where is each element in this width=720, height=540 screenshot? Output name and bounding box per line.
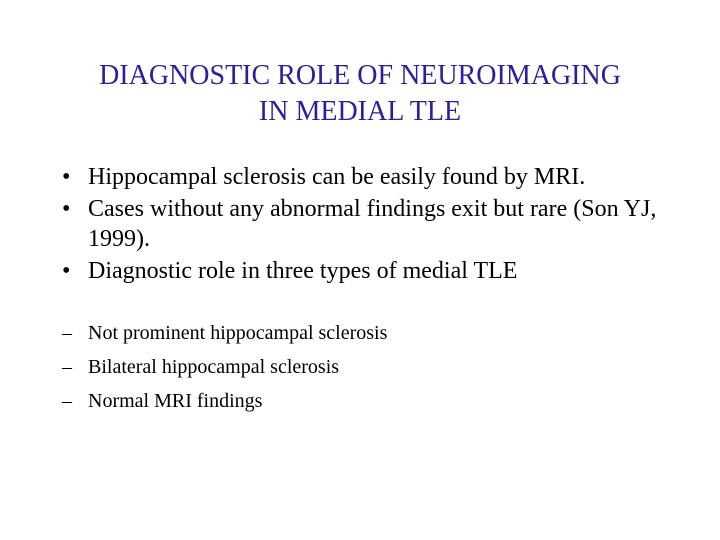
list-item <box>62 162 702 192</box>
list-item <box>62 256 702 286</box>
bullet-text: Diagnostic role in three types of medial TLE <box>88 258 518 284</box>
bullet-mark: • <box>62 164 71 190</box>
bullet-mark: • <box>62 258 71 284</box>
sub-bullet-text: Not prominent hippocampal sclerosis <box>88 322 388 344</box>
list-item <box>62 350 702 384</box>
title-line-2: IN MEDIAL TLE <box>258 96 462 127</box>
list-item <box>62 316 702 350</box>
dash-mark: – <box>62 390 72 412</box>
title-line-1: DIAGNOSTIC ROLE OF NEUROIMAGING <box>99 60 621 91</box>
bullet-mark: • <box>62 196 71 222</box>
list-item <box>62 194 702 254</box>
sub-bullet-text: Bilateral hippocampal sclerosis <box>88 356 340 378</box>
slide-title <box>40 58 680 130</box>
sub-bullet-list <box>62 316 702 418</box>
bullet-text: Hippocampal sclerosis can be easily found by MRI. <box>88 164 586 190</box>
bullet-list <box>62 162 702 286</box>
dash-mark: – <box>62 356 72 378</box>
bullet-text: Cases without any abnormal findings exit but rare (Son YJ, 1999). <box>88 196 657 252</box>
dash-mark: – <box>62 322 72 344</box>
sub-bullet-text: Normal MRI findings <box>88 390 263 412</box>
list-item <box>62 384 702 418</box>
